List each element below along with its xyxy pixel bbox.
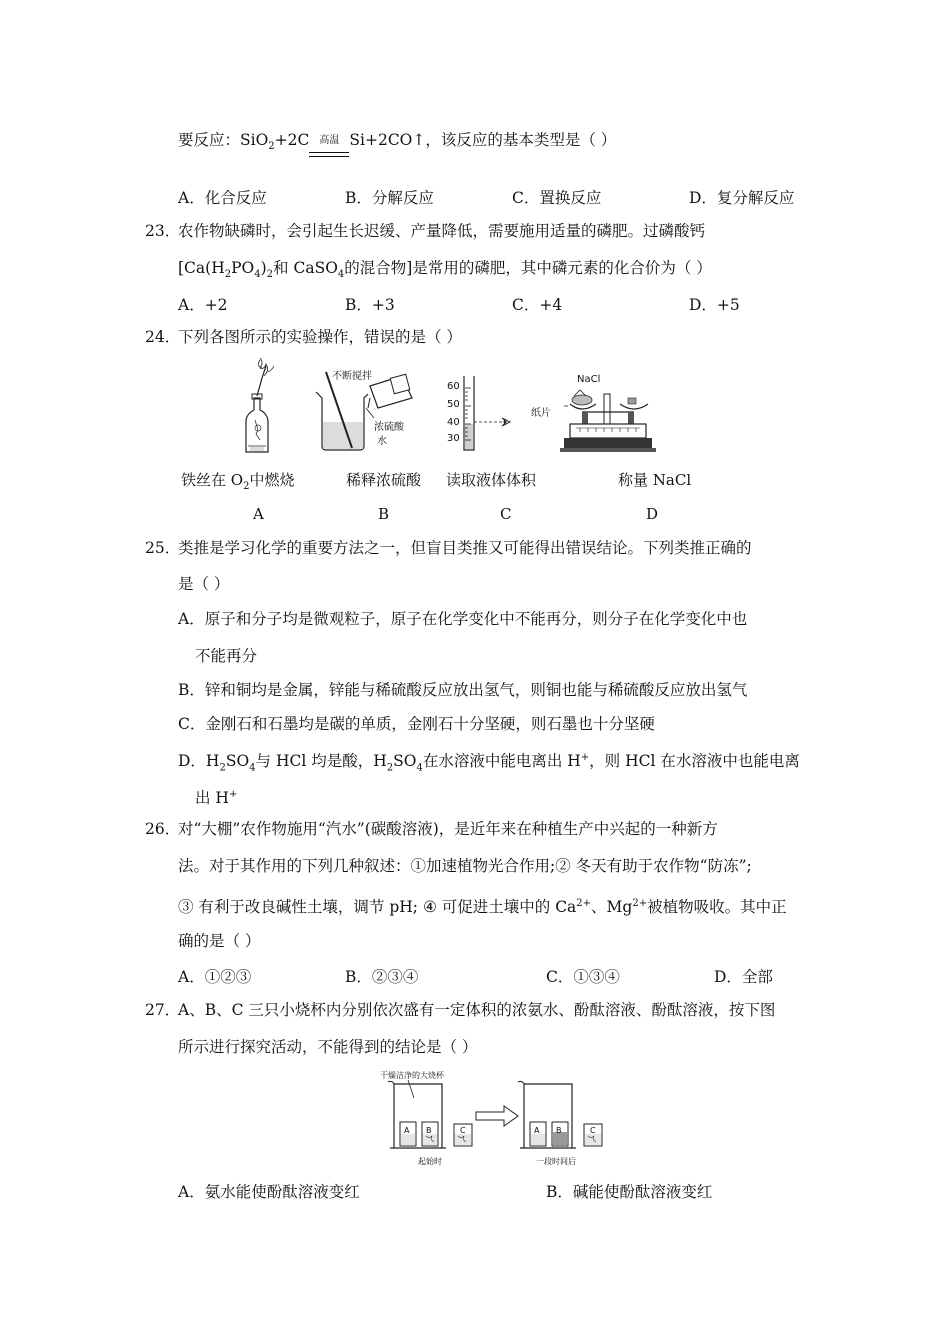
fig-d-nacl-label: NaCl	[577, 374, 601, 385]
q23-line2: [$Ca(H_2PO_4)_2$和 CaSO$_4$的混合物]是常用的磷肥，其中磷元素的化合价为（ ）	[178, 259, 712, 281]
q25-line1: 类推是学习化学的重要方法之一，但盲目类推又可能得出错误结论。下列类推正确的	[178, 539, 752, 557]
q24-number: 24．	[145, 328, 181, 346]
q26-option-b: B．②③④	[345, 968, 419, 986]
fig-c-caption: 读取液体体积	[446, 471, 537, 489]
q26-option-c: C．①③④	[546, 968, 620, 986]
fig-a-caption: 铁丝在 $O_2$中燃烧	[181, 471, 295, 492]
q22-option-a: A．化合反应	[178, 189, 267, 207]
q25-option-d-line1: D．$H_2SO_4$与 HCl 均是酸，$H_2SO_4$在水溶液中能电离出 H+，则 HCl 在水溶液中也能电离	[178, 752, 800, 774]
q25-option-a-line2: 不能再分	[195, 647, 258, 665]
q23-number: 23．	[145, 222, 181, 240]
fig27-a-right: A	[534, 1126, 540, 1135]
q23-option-a: A．+2	[178, 296, 228, 314]
fig27-b-right: B	[556, 1126, 562, 1135]
fig-c-tick-30: 30	[447, 433, 460, 444]
figure-weigh-nacl	[560, 384, 656, 454]
q22-option-c: C．置换反应	[512, 189, 602, 207]
q25-option-d-line2: 出 H+	[195, 789, 238, 808]
fig27-later-label: 一段时间后	[536, 1157, 576, 1166]
q23-line1: 农作物缺磷时，会引起生长迟缓、产量降低，需要施用适量的磷肥。过磷酸钙	[178, 222, 706, 240]
fig-c-tick-40: 40	[447, 417, 460, 428]
q25-line2: 是（ ）	[178, 575, 230, 593]
q26-line2: 法。对于其作用的下列几种叙述：①加速植物光合作用;② 冬天有助于农作物“防冻”;	[178, 857, 752, 875]
fig-d-paper-label: 纸片	[531, 408, 551, 419]
q22-suffix: Si+2CO↑，该反应的基本类型是（ ）	[349, 131, 617, 149]
q25-option-a-line1: A．原子和分子均是微观粒子，原子在化学变化中不能再分，则分子在化学变化中也	[178, 610, 748, 628]
fig-b-acid-label: 浓硫酸	[374, 422, 404, 433]
q26-line1: 对“大棚”农作物施用“汽水”(碳酸溶液)，是近年来在种植生产中兴起的一种新方	[178, 820, 718, 838]
q26-number: 26．	[145, 820, 181, 838]
figure-iron-wire-burning	[236, 358, 286, 456]
q22-option-d: D．复分解反应	[689, 189, 795, 207]
q26-line4: 确的是（ ）	[178, 932, 261, 950]
q27-number: 27．	[145, 1001, 181, 1019]
fig-b-caption: 稀释浓硫酸	[346, 471, 422, 489]
fig-c-tick-60: 60	[447, 381, 460, 392]
fig-a-letter: A	[253, 505, 264, 523]
q26-line3: ③ 有利于改良碱性土壤，调节 pH; ④ 可促进土壤中的 $Ca^{2+}$、$Mg^{2+}$被植物吸收。其中正	[178, 898, 787, 917]
fig27-c-left: C	[460, 1126, 466, 1135]
q25-option-b: B．锌和铜均是金属，锌能与稀硫酸反应放出氢气，则铜也能与稀硫酸反应放出氢气	[178, 681, 748, 699]
fig27-a-left: A	[404, 1126, 410, 1135]
q25-option-c: C．金刚石和石墨均是碳的单质，金刚石十分坚硬，则石墨也十分坚硬	[178, 715, 655, 733]
figure-dilute-acid	[312, 368, 417, 452]
fig-c-letter: C	[500, 505, 512, 523]
q22-equal-sign	[309, 152, 349, 157]
q22-condition: 高温	[309, 130, 349, 153]
q24-line1: 下列各图所示的实验操作，错误的是（ ）	[178, 328, 462, 346]
fig-d-caption: 称量 NaCl	[618, 471, 692, 489]
q27-line2: 所示进行探究活动，不能得到的结论是（ ）	[178, 1038, 478, 1056]
fig27-start-label: 起始时	[418, 1157, 442, 1166]
fig27-big-beaker-label: 干燥洁净的大烧杯	[380, 1071, 444, 1080]
q22-mid: +2C	[274, 131, 310, 149]
fig-d-letter: D	[646, 505, 659, 523]
fig27-c-right: C	[590, 1126, 596, 1135]
q27-line1: A、B、C 三只小烧杯内分别依次盛有一定体积的浓氨水、酚酞溶液、酚酞溶液，按下图	[178, 1001, 776, 1019]
fig-b-letter: B	[378, 505, 390, 523]
q23-option-d: D．+5	[689, 296, 740, 314]
fig27-b-left: B	[426, 1126, 432, 1135]
fig-c-tick-50: 50	[447, 399, 460, 410]
q22-equation-line	[178, 130, 616, 157]
fig-b-stir-label: 不断搅拌	[332, 371, 372, 382]
q25-number: 25．	[145, 539, 181, 557]
q22-sub: 2	[268, 141, 275, 153]
q26-option-a: A．①②③	[178, 968, 252, 986]
q23-option-c: C．+4	[512, 296, 563, 314]
fig-b-water-label: 水	[377, 436, 387, 447]
figure-ammonia-experiment	[384, 1078, 610, 1154]
q23-option-b: B．+3	[345, 296, 395, 314]
q22-prefix: 要反应：SiO	[178, 131, 269, 149]
q27-option-a: A．氨水能使酚酞溶液变红	[178, 1183, 360, 1201]
q27-option-b: B．碱能使酚酞溶液变红	[546, 1183, 713, 1201]
q26-option-d: D．全部	[714, 968, 773, 986]
q22-option-b: B．分解反应	[345, 189, 434, 207]
